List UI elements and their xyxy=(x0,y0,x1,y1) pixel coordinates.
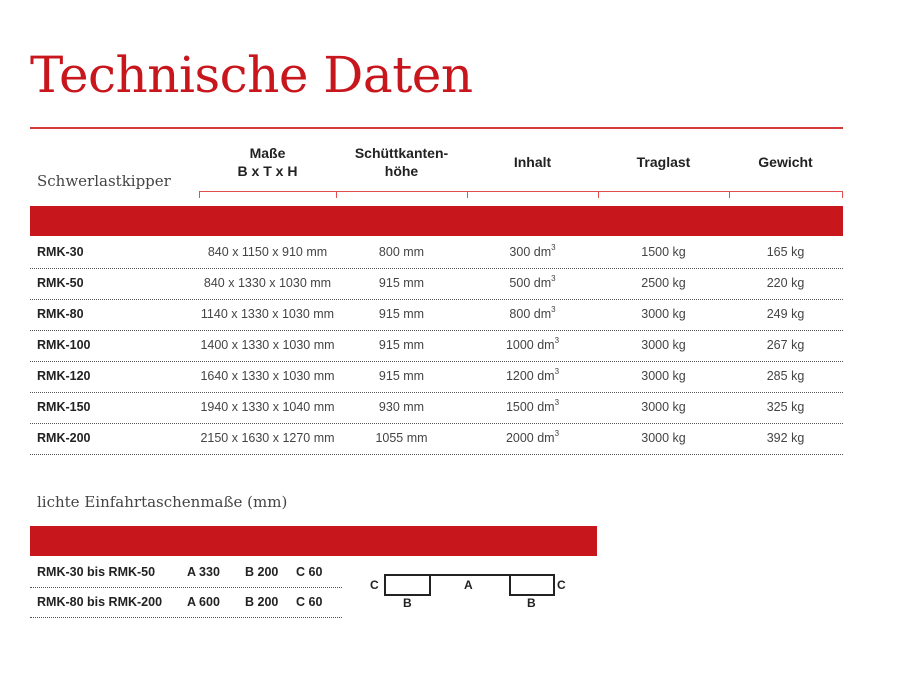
superscript: 3 xyxy=(554,398,560,407)
superscript: 3 xyxy=(551,274,556,283)
dimension-a: A 330 xyxy=(187,565,220,579)
volume-value: 2000 dm xyxy=(505,431,555,445)
bracket-tick xyxy=(842,191,843,198)
label-b-left: B xyxy=(403,596,412,610)
volume-value: 300 dm xyxy=(509,245,552,259)
label-c-left: C xyxy=(370,578,379,592)
header-bracket xyxy=(199,191,842,192)
dimension-a: A 600 xyxy=(187,595,220,609)
bracket-tick xyxy=(467,191,468,198)
table-label: Schwerlastkipper xyxy=(37,172,171,190)
table-row xyxy=(30,299,843,331)
weight: 249 kg xyxy=(766,307,805,321)
column-header-load: Traglast xyxy=(636,154,691,170)
dimension-c: C 60 xyxy=(296,565,323,579)
bracket-tick xyxy=(199,191,200,198)
volume-value: 800 dm xyxy=(509,307,552,321)
dump-height: 1055 mm xyxy=(375,431,428,445)
load: 3000 kg xyxy=(641,400,686,414)
pocket-row xyxy=(30,588,342,618)
volume xyxy=(467,276,598,290)
volume-value: 1200 dm xyxy=(505,369,555,383)
volume-value: 1500 dm xyxy=(505,400,555,414)
dimensions: 1940 x 1330 x 1040 mm xyxy=(200,400,335,414)
column-header-volume: Inhalt xyxy=(513,154,552,170)
dump-height: 800 mm xyxy=(378,245,425,259)
table-row xyxy=(30,237,843,269)
dimensions: 1140 x 1330 x 1030 mm xyxy=(200,307,335,321)
column-header-dump-height xyxy=(336,144,467,180)
load: 3000 kg xyxy=(641,338,686,352)
model-name: RMK-200 xyxy=(37,431,91,445)
column-header-weight: Gewicht xyxy=(758,154,813,170)
volume xyxy=(467,431,598,445)
page-title: Technische Daten xyxy=(30,46,473,104)
header-line: Maße xyxy=(249,145,286,161)
header-line: Schüttkanten- xyxy=(354,145,449,161)
dump-height: 915 mm xyxy=(378,369,425,383)
title-divider xyxy=(30,127,843,129)
label-b-right: B xyxy=(527,596,536,610)
volume-value: 500 dm xyxy=(509,276,552,290)
dimensions: 2150 x 1630 x 1270 mm xyxy=(200,431,335,445)
column-header-dimensions xyxy=(199,144,336,180)
volume xyxy=(467,400,598,414)
dimensions: 840 x 1150 x 910 mm xyxy=(207,245,328,259)
weight: 267 kg xyxy=(766,338,805,352)
dimension-c: C 60 xyxy=(296,595,323,609)
model-name: RMK-30 xyxy=(37,245,84,259)
table-row xyxy=(30,330,843,362)
pocket-row xyxy=(30,558,342,588)
dimensions: 1640 x 1330 x 1030 mm xyxy=(200,369,335,383)
model-range: RMK-80 bis RMK-200 xyxy=(37,595,163,609)
model-name: RMK-120 xyxy=(37,369,91,383)
model-name: RMK-150 xyxy=(37,400,91,414)
model-name: RMK-50 xyxy=(37,276,84,290)
load: 3000 kg xyxy=(641,307,686,321)
dump-height: 915 mm xyxy=(378,307,425,321)
superscript: 3 xyxy=(551,243,556,252)
volume-value: 1000 dm xyxy=(505,338,555,352)
superscript: 3 xyxy=(554,429,560,438)
table-row xyxy=(30,268,843,300)
volume xyxy=(467,245,598,259)
weight: 220 kg xyxy=(766,276,805,290)
weight: 392 kg xyxy=(766,431,805,445)
table-row xyxy=(30,423,843,455)
right-pocket-box xyxy=(509,574,555,596)
dimension-b: B 200 xyxy=(245,595,279,609)
model-range: RMK-30 bis RMK-50 xyxy=(37,565,156,579)
dump-height: 930 mm xyxy=(378,400,425,414)
volume xyxy=(467,338,598,352)
dimension-b: B 200 xyxy=(245,565,279,579)
left-pocket-box xyxy=(384,574,431,596)
table-row xyxy=(30,361,843,393)
header-line: B x T x H xyxy=(237,163,298,179)
header-line: höhe xyxy=(384,163,419,179)
table-row xyxy=(30,392,843,424)
model-name: RMK-80 xyxy=(37,307,84,321)
load: 3000 kg xyxy=(641,369,686,383)
dump-height: 915 mm xyxy=(378,276,425,290)
dimensions: 1400 x 1330 x 1030 mm xyxy=(200,338,335,352)
label-c-right: C xyxy=(557,578,566,592)
pocket-dimensions-label: lichte Einfahrtaschenmaße (mm) xyxy=(37,493,288,511)
bracket-tick xyxy=(729,191,730,198)
superscript: 3 xyxy=(554,336,560,345)
model-name: RMK-100 xyxy=(37,338,91,352)
label-a: A xyxy=(464,578,473,592)
superscript: 3 xyxy=(554,367,560,376)
weight: 165 kg xyxy=(766,245,805,259)
table-header-bar xyxy=(30,206,843,236)
superscript: 3 xyxy=(551,305,556,314)
weight: 285 kg xyxy=(766,369,805,383)
pocket-header-bar xyxy=(30,526,597,556)
load: 2500 kg xyxy=(641,276,686,290)
volume xyxy=(467,307,598,321)
bracket-tick xyxy=(598,191,599,198)
weight: 325 kg xyxy=(766,400,805,414)
volume xyxy=(467,369,598,383)
load: 3000 kg xyxy=(641,431,686,445)
dimensions: 840 x 1330 x 1030 mm xyxy=(203,276,332,290)
dump-height: 915 mm xyxy=(378,338,425,352)
load: 1500 kg xyxy=(641,245,686,259)
bracket-tick xyxy=(336,191,337,198)
